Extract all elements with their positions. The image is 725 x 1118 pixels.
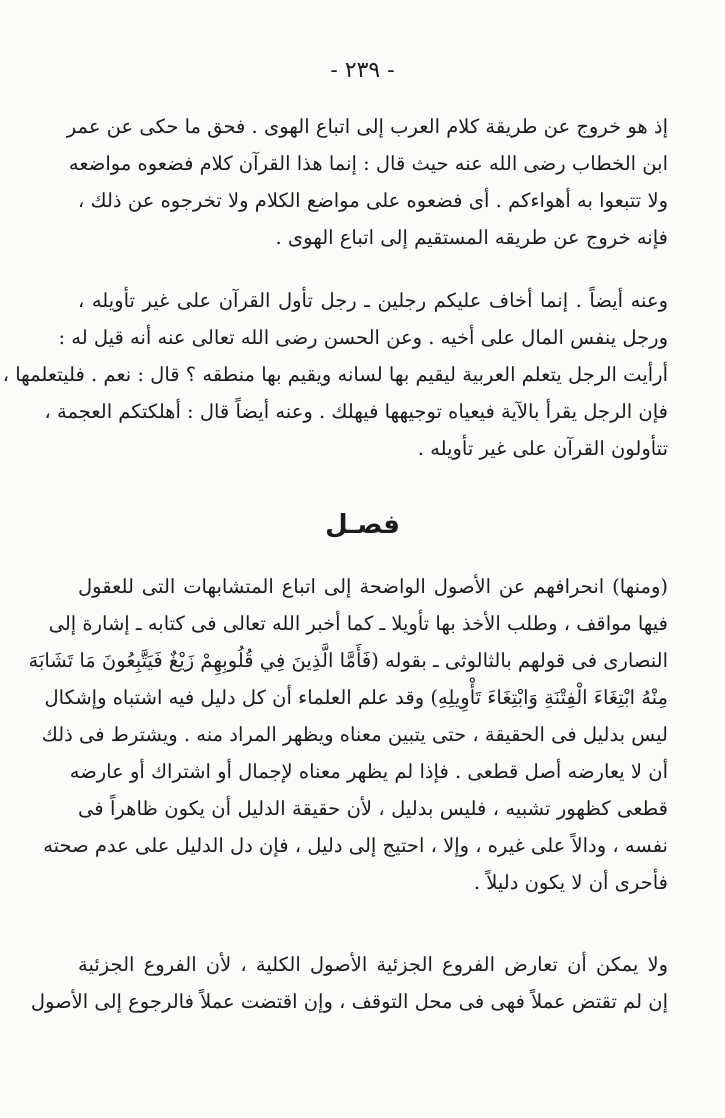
text-line: ولا تتبعوا به أهواءكم . أى فضعوه على مواضع الكلام ولا تخرجوه عن ذلك ،: [78, 189, 668, 212]
page-number: - ٢٣٩ -: [330, 58, 395, 83]
section-title: فصـل: [325, 510, 400, 540]
text-line: النصارى فى قولهم بالثالوثى ـ بقوله (فَأَمَّا الَّذِينَ فِي قُلُوبِهِمْ زَيْغٌ فَيَتَّبِعُونَ مَا تَشَابَهَ: [28, 649, 668, 672]
text-line: ليس بدليل فى الحقيقة ، حتى يتبين معناه ويظهر المراد منه . ويشترط فى ذلك: [41, 723, 668, 746]
text-line: (ومنها) انحرافهم عن الأصول الواضحة إلى اتباع المتشابهات التى للعقول: [78, 575, 668, 598]
text-line: تتأولون القرآن على غير تأويله .: [417, 437, 668, 460]
text-line: وعنه أيضاً . إنما أخاف عليكم رجلين ـ رجل تأول القرآن على غير تأويله ،: [78, 289, 668, 312]
text-line: ابن الخطاب رضى الله عنه حيث قال : إنما هذا القرآن كلام فضعوه مواضعه: [68, 152, 668, 175]
text-line: ولا يمكن أن تعارض الفروع الجزئية الأصول الكلية ، لأن الفروع الجزئية: [78, 953, 668, 976]
text-line: إن لم تقتض عملاً فهى فى محل التوقف ، وإن اقتضت عملاً فالرجوع إلى الأصول: [30, 990, 668, 1013]
text-line: ورجل ينفس المال على أخيه . وعن الحسن رضى الله تعالى عنه أنه قيل له :: [58, 326, 668, 349]
text-line: فإنه خروج عن طريقه المستقيم إلى اتباع الهوى .: [275, 226, 668, 249]
text-line: فإن الرجل يقرأ بالآية فيعياه توجيهها فيهلك . وعنه أيضاً قال : أهلكتكم العجمة ،: [44, 400, 668, 423]
text-line: نفسه ، ودالاً على غيره ، وإلا ، احتيج إلى دليل ، فإن دل الدليل على عدم صحته: [43, 834, 668, 857]
text-line: أن لا يعارضه أصل قطعى . فإذا لم يظهر معناه لإجمال أو اشتراك أو عارضه: [69, 760, 668, 783]
paragraph-2: [2, 282, 668, 467]
text-line: قطعى كظهور تشبيه ، فليس بدليل ، لأن حقيقة الدليل أن يكون ظاهراً فى: [78, 797, 668, 820]
paragraph-3: [28, 568, 668, 901]
paragraph-4: [30, 946, 668, 1020]
text-line: إذ هو خروج عن طريقة كلام العرب إلى اتباع الهوى . فحق ما حكى عن عمر: [66, 115, 668, 138]
text-line: مِنْهُ ابْتِغَاءَ الْفِتْنَةِ وَابْتِغَاءَ تَأْوِيلِهِ) وقد علم العلماء أن كل دليل فيه اشتباه وإشكال: [44, 686, 668, 709]
text-line: فأحرى أن لا يكون دليلاً .: [473, 871, 668, 894]
text-line: فيها مواقف ، وطلب الأخذ بها تأويلا ـ كما أخبر الله تعالى فى كتابه ـ إشارة إلى: [48, 612, 668, 635]
paragraph-1: [66, 108, 668, 256]
text-line: أرأيت الرجل يتعلم العربية ليقيم بها لسانه ويقيم بها منطقه ؟ قال : نعم . فليتعلمها ،: [2, 363, 668, 386]
